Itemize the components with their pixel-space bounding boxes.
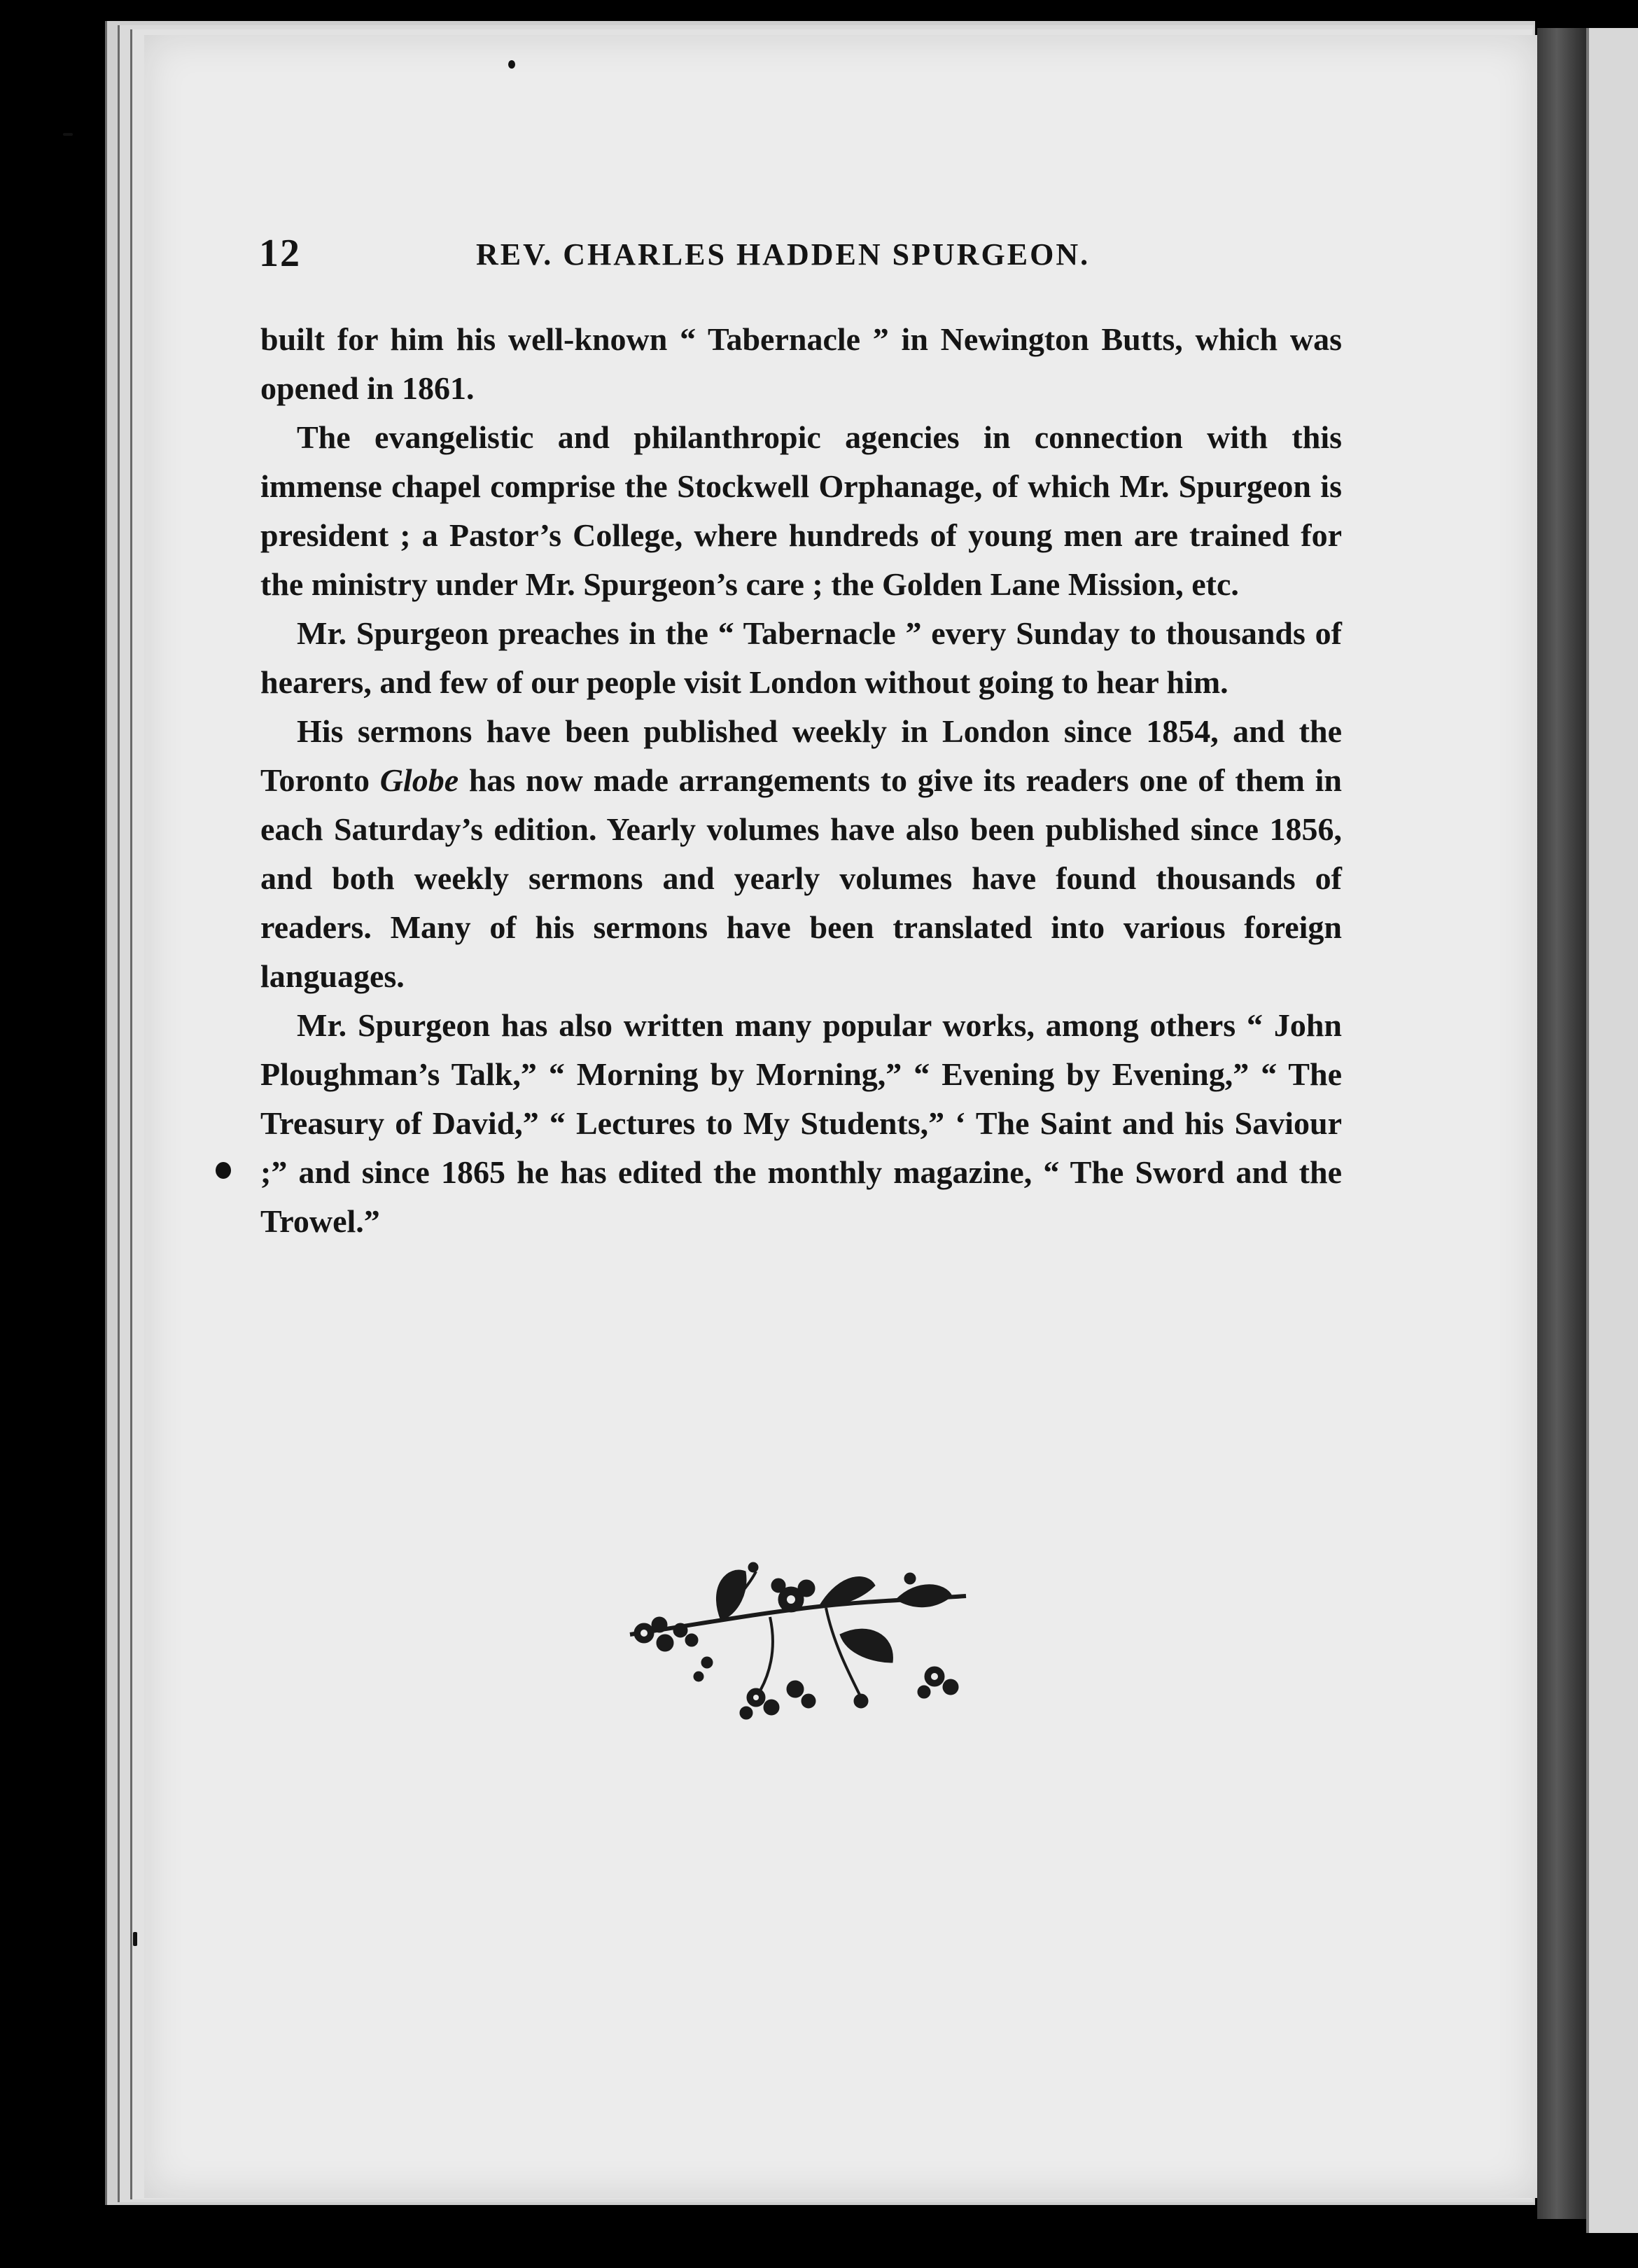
paragraph: Mr. Spurgeon has also written many popular works, among others “ John Ploughman’s Talk,” “ Morning by Morning,” “ Evening by Evening,” “ The Treasury of David,” “ Lectures to My Students,” ‘ The Saint and his Saviour ;” and since 1865 he has edited the monthly magazine, “ The Sword and the Trowel.” (260, 1007, 1342, 1239)
running-title: REV. CHARLES HADDEN SPURGEON. (476, 237, 1091, 272)
body-text (260, 315, 1342, 1246)
paragraph: Mr. Spurgeon preaches in the “ Tabernacle ” every Sunday to thousands of hearers, and few of our people visit London without going to hear him. (260, 615, 1342, 700)
scan-speck (63, 133, 73, 136)
scan-speck (216, 1162, 231, 1179)
newspaper-title: Globe (379, 762, 459, 798)
paragraph-text: His sermons have been published weekly in London since 1854, and the Toronto (260, 713, 1342, 798)
paragraph-text: has now made arrangements to give its readers one of them in each Saturday’s edition. Yearly volumes have also been published since 1856, and both weekly sermons and yearly volumes have found thousands of readers. Many of his sermons have been translated into various foreign languages. (260, 762, 1342, 994)
paragraph: The evangelistic and philanthropic agencies in connection with this immense chapel comprise the Stockwell Orphanage, of which Mr. Spurgeon is president ; a Pastor’s College, where hundreds of young men are trained for the ministry under Mr. Spurgeon’s care ; the Golden Lane Mission, etc. (260, 419, 1342, 602)
paragraph (260, 707, 1342, 1001)
paragraph: built for him his well-known “ Tabernacle ” in Newington Butts, which was opened in 1861. (260, 321, 1342, 406)
running-header (259, 231, 1344, 280)
page-number: 12 (259, 232, 301, 275)
binding-gutter (1537, 28, 1586, 2219)
scan-speck (133, 1932, 137, 1946)
facing-page-edge (1586, 28, 1638, 2233)
scan-speck (508, 60, 515, 69)
floral-vignette-icon (616, 1558, 994, 1726)
